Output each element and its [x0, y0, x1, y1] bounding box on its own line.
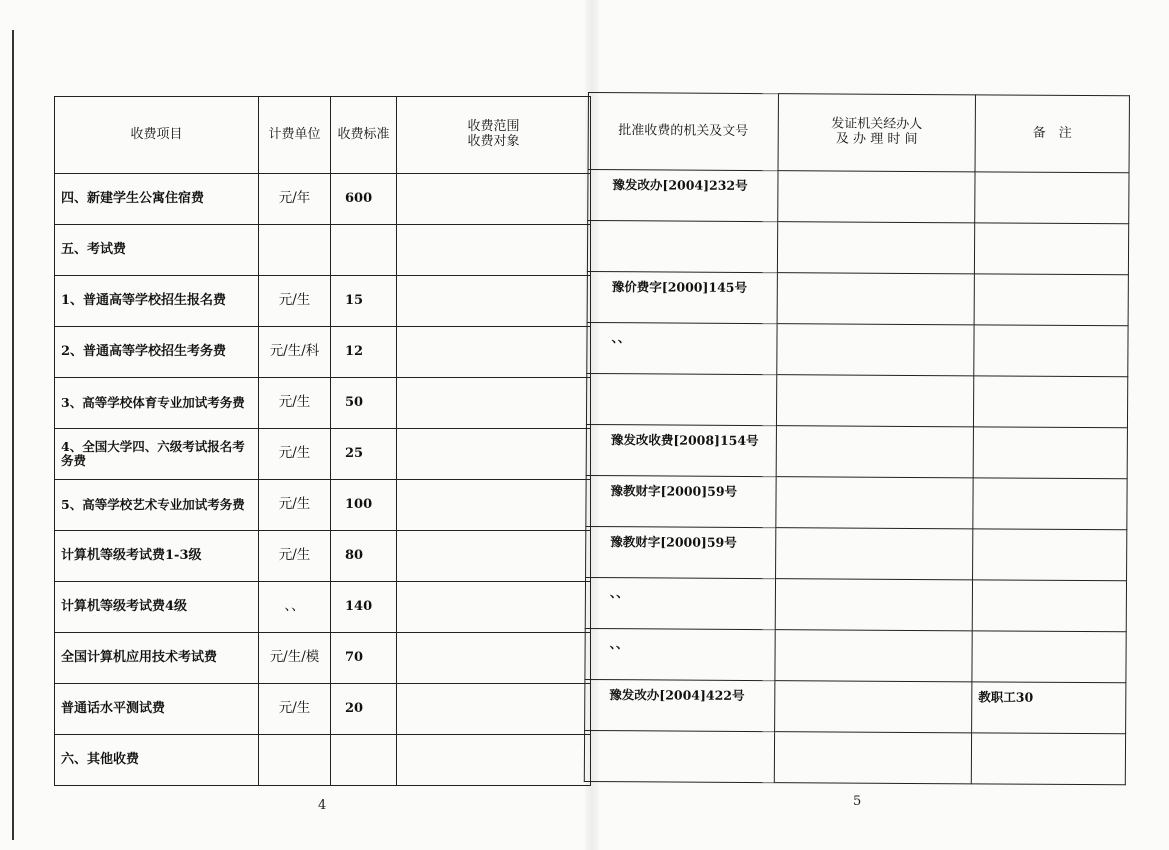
left-fee-table	[54, 96, 591, 786]
table-row	[584, 730, 1125, 784]
scope-cell	[397, 582, 591, 633]
standard-cell: 20	[331, 684, 397, 735]
item-cell: 4、全国大学四、六级考试报名考务费	[55, 429, 259, 480]
unit-cell	[259, 225, 331, 276]
right-fee-table	[584, 92, 1130, 785]
table-row	[586, 475, 1127, 529]
table-row	[585, 577, 1126, 631]
table-row	[55, 582, 591, 633]
approval-cell: 豫教财字[2000]59号	[586, 526, 776, 578]
remark-cell	[972, 631, 1126, 683]
approval-cell: 豫价费字[2000]145号	[587, 271, 777, 323]
standard-cell: 12	[331, 327, 397, 378]
scope-cell	[397, 276, 591, 327]
remark-cell	[973, 478, 1127, 530]
table-row	[55, 735, 591, 786]
item-cell: 六、其他收费	[55, 735, 259, 786]
scope-cell	[397, 429, 591, 480]
left-table-body	[55, 174, 591, 786]
standard-cell	[331, 735, 397, 786]
standard-cell: 140	[331, 582, 397, 633]
standard-cell: 80	[331, 531, 397, 582]
standard-cell: 15	[331, 276, 397, 327]
issuer-cell	[778, 171, 975, 223]
table-row	[55, 684, 591, 735]
table-row	[55, 378, 591, 429]
table-row	[55, 225, 591, 276]
header-item: 收费项目	[55, 97, 259, 174]
approval-cell: 豫发改办[2004]422号	[585, 679, 775, 731]
item-cell: 普通话水平测试费	[55, 684, 259, 735]
remark-cell	[973, 427, 1127, 479]
table-row	[55, 480, 591, 531]
scope-cell	[397, 531, 591, 582]
remark-cell	[972, 580, 1126, 632]
header-unit: 计费单位	[259, 97, 331, 174]
item-cell: 计算机等级考试费4级	[55, 582, 259, 633]
scope-cell	[397, 225, 591, 276]
item-cell: 四、新建学生公寓住宿费	[55, 174, 259, 225]
standard-cell: 70	[331, 633, 397, 684]
remark-cell	[973, 376, 1127, 428]
unit-cell: 元/生	[259, 480, 331, 531]
standard-cell	[331, 225, 397, 276]
table-row	[55, 327, 591, 378]
approval-cell: 、、	[585, 628, 775, 680]
header-standard: 收费标准	[331, 97, 397, 174]
unit-cell: 元/年	[259, 174, 331, 225]
issuer-cell	[776, 528, 973, 580]
item-cell: 2、普通高等学校招生考务费	[55, 327, 259, 378]
unit-cell: 元/生	[259, 531, 331, 582]
approval-cell: 、、	[585, 577, 775, 629]
scope-cell	[397, 174, 591, 225]
item-cell: 计算机等级考试费1-3级	[55, 531, 259, 582]
unit-cell: 元/生/科	[259, 327, 331, 378]
issuer-cell	[774, 732, 971, 784]
approval-cell: 豫教财字[2000]59号	[586, 475, 776, 527]
item-cell: 5、高等学校艺术专业加试考务费	[55, 480, 259, 531]
unit-cell: 元/生	[259, 378, 331, 429]
header-scope	[397, 97, 591, 174]
unit-cell: 元/生	[259, 429, 331, 480]
table-row	[585, 679, 1126, 733]
approval-cell	[584, 730, 774, 782]
standard-cell: 50	[331, 378, 397, 429]
scope-cell	[397, 633, 591, 684]
remark-cell: 教职工30	[972, 682, 1126, 734]
unit-cell: 元/生/模	[259, 633, 331, 684]
remark-cell	[975, 172, 1129, 224]
scan-edge	[12, 30, 14, 840]
left-header-row	[55, 97, 591, 174]
table-row	[588, 170, 1129, 224]
unit-cell: 、、	[259, 582, 331, 633]
issuer-cell	[777, 324, 974, 376]
issuer-cell	[776, 477, 973, 529]
item-cell: 1、普通高等学校招生报名费	[55, 276, 259, 327]
scope-cell	[397, 735, 591, 786]
standard-cell: 25	[331, 429, 397, 480]
unit-cell: 元/生	[259, 276, 331, 327]
table-row	[55, 633, 591, 684]
approval-cell	[586, 373, 776, 425]
remark-cell	[973, 529, 1127, 581]
remark-cell	[974, 325, 1128, 377]
issuer-cell	[775, 579, 972, 631]
approval-cell	[587, 221, 777, 273]
item-cell: 全国计算机应用技术考试费	[55, 633, 259, 684]
table-row	[586, 373, 1127, 427]
scope-cell	[397, 480, 591, 531]
approval-cell: 豫发改收费[2008]154号	[586, 424, 776, 476]
approval-cell: 豫发改办[2004]232号	[588, 170, 778, 222]
header-scope-line2: 收费对象	[467, 134, 520, 149]
issuer-cell	[776, 426, 973, 478]
issuer-cell	[775, 630, 972, 682]
table-row	[55, 429, 591, 480]
right-header-row	[588, 93, 1129, 173]
issuer-cell	[776, 375, 973, 427]
header-issuer-line1: 发证机关经办人	[831, 116, 923, 133]
header-scope-line1: 收费范围	[467, 119, 520, 135]
standard-cell: 100	[331, 480, 397, 531]
remark-cell	[974, 274, 1128, 326]
table-row	[586, 424, 1127, 478]
header-remark: 备 注	[975, 95, 1129, 173]
issuer-cell	[777, 273, 974, 325]
header-issuer	[778, 94, 975, 172]
item-cell: 3、高等学校体育专业加试考务费	[55, 378, 259, 429]
header-issuer-line2: 及 办 理 时 间	[835, 131, 918, 148]
page-number-right: 5	[853, 794, 862, 809]
table-row	[587, 322, 1128, 376]
approval-cell: 、、	[587, 322, 777, 374]
table-row	[586, 526, 1127, 580]
item-cell: 五、考试费	[55, 225, 259, 276]
remark-cell	[974, 223, 1128, 275]
table-row	[55, 174, 591, 225]
scope-cell	[397, 378, 591, 429]
header-approval: 批准收费的机关及文号	[588, 93, 778, 171]
table-row	[587, 221, 1128, 275]
scope-cell	[397, 684, 591, 735]
page-number-left: 4	[318, 798, 327, 813]
scope-cell	[397, 327, 591, 378]
unit-cell: 元/生	[259, 684, 331, 735]
right-table-body	[584, 170, 1129, 785]
standard-cell: 600	[331, 174, 397, 225]
remark-cell	[971, 733, 1125, 785]
table-row	[55, 531, 591, 582]
issuer-cell	[777, 222, 974, 274]
table-row	[587, 271, 1128, 325]
unit-cell	[259, 735, 331, 786]
table-row	[55, 276, 591, 327]
table-row	[585, 628, 1126, 682]
issuer-cell	[775, 681, 972, 733]
